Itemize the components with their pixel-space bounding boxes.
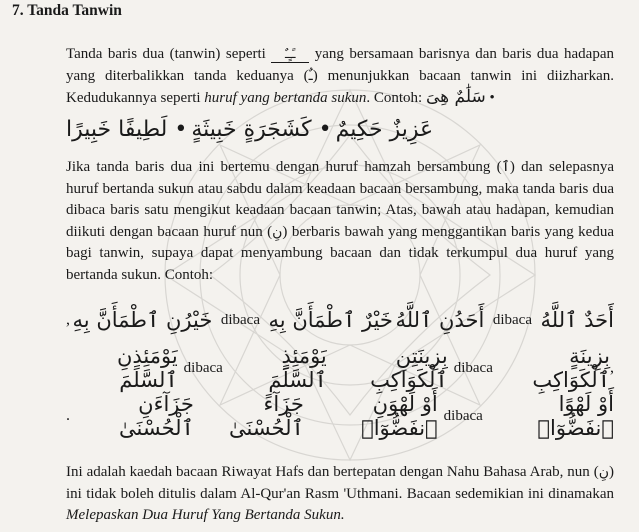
p2-text-1: Jika tanda baris dua ini bertemu dengan huruf hamzah bersambung ( [66, 159, 502, 175]
p1-text-4: . Contoh: [366, 90, 423, 106]
nun-symbol: نِ [598, 464, 609, 480]
p1-text-1: Tanda baris dua (tanwin) seperti [66, 46, 266, 62]
p2-text-3: ) berbaris bawah yang menggantikan baris yang kedua bagi tanwin, supaya dapat menyambung bacaan dan tidak terkumpul dua huruf yang bertanda sukun. Contoh: [66, 223, 614, 283]
example-word: كَشَجَرَةٍ خَبِيثَةٍ [191, 117, 312, 142]
dibaca-label: dibaca [443, 407, 483, 424]
section-heading: 7. Tanda Tanwin [12, 2, 122, 19]
read-as-example: خَيْرُنِ ٱطْمَأَنَّ بِهِ [72, 308, 213, 332]
p1-emphasis: huruf yang bertanda sukun [204, 90, 367, 106]
read-as-example: أَوْ لَهْوَنِ ٱنفَضُّوٓا۟ [361, 392, 438, 440]
original-example: بِزِينَةٍ ٱلْكَوَاكِبِ [532, 344, 610, 392]
example-word: لَطِيفًا خَبِيرًا [66, 117, 168, 142]
read-as-example: أَحَدُنِ ٱللَّهُ [395, 308, 485, 332]
example-word: عَزِيزٌ حَكِيمٌ [335, 117, 434, 142]
p3-text-2: ) ini tidak boleh ditulis dalam Al-Qur'an Rasm 'Uthmani. Bacaan sedemikian ini dinamakan [66, 464, 614, 502]
original-example: خَيْرٌ ٱطْمَأَنَّ بِهِ [268, 308, 393, 332]
read-as-example: بِزِينَتِنِ ٱلْكَوَاكِبِ [370, 344, 448, 392]
p3-text-1: Ini adalah kaedah bacaan Riwayat Hafs dan bertepatan dengan Nahu Bahasa Arab, nun ( [66, 464, 599, 480]
dibaca-label: dibaca [492, 311, 532, 328]
original-example: أَوْ لَهْوًا ٱنفَضُّوٓا۟ [537, 392, 614, 440]
example-row: . جَزَآءَنِ ٱلْحُسْنَىٰ جَزَآءً ٱلْحُسْنَىٰ أَوْ لَهْوَنِ ٱنفَضُّوٓا۟ dibaca أَوْ لَهْوًا ٱنفَضُّوٓا۟ [66, 392, 614, 440]
dibaca-label: dibaca [183, 359, 223, 376]
tanwin-reversed-symbol: ـٌ [308, 67, 313, 84]
p1-text-3: ) menunjukkan bacaan tanwin ini diizharkan. Kedudukannya seperti [66, 67, 615, 106]
p2-text-2: ) dan selepasnya huruf bertanda sukun atau sabdu dalam keadaan bacaan bersambung, maka tanda baris dua dibaca baris satu mengikut keadaan bacaan tanwin; Atas, bawah atau hadapan, kemudian diikuti dengan bacaan huruf nun ( [66, 159, 614, 240]
paragraph-closing-note [66, 462, 614, 527]
example-row: , خَيْرُنِ ٱطْمَأَنَّ بِهِ dibaca خَيْرٌ ٱطْمَأَنَّ بِهِ أَحَدُنِ ٱللَّهُ dibaca أَحَدٌ ٱللَّهُ [66, 308, 614, 332]
dibaca-label: dibaca [453, 359, 493, 376]
original-example: أَحَدٌ ٱللَّهُ [540, 308, 614, 332]
example-row: يَوْمَئِذِنِ ٱلسَّلَمَ dibaca يَوْمَئِذٍ ٱلسَّلَمَ بِزِينَتِنِ ٱلْكَوَاكِبِ dibaca بِزِينَةٍ ٱلْكَوَاكِبِ , [66, 348, 614, 388]
p3-emphasis: Melepaskan Dua Huruf Yang Bertanda Sukun. [66, 507, 345, 523]
example-line-1: عَزِيزٌ حَكِيمٌ • كَشَجَرَةٍ خَبِيثَةٍ • لَطِيفًا خَبِيرًا [66, 117, 434, 142]
read-as-example: يَوْمَئِذِنِ ٱلسَّلَمَ [116, 344, 178, 392]
read-as-example: جَزَآءَنِ ٱلْحُسْنَىٰ [119, 392, 194, 440]
nun-symbol: نِ [272, 223, 283, 240]
example-inline: سَلَٰمٌ هِىَ [425, 87, 486, 107]
dibaca-label: dibaca [220, 311, 260, 328]
paragraph-hamzah-rule [66, 157, 614, 286]
p1-text-2: yang bersamaan barisnya dan baris dua hadapan yang diterbalikkan tanda keduanya ( [66, 46, 614, 84]
original-example: يَوْمَئِذٍ ٱلسَّلَمَ [268, 344, 327, 392]
hamzah-symbol: ٱ [501, 159, 510, 175]
tanwin-symbol: ـًـٍـٌ [271, 46, 309, 63]
paragraph-tanwin-intro: Tanda baris dua (tanwin) seperti ـًـٍـٌ yang bersamaan barisnya dan baris dua hadapan yang diterbalikkan tanda keduanya (ـٌ) menunjukkan bacaan tanwin ini diizharkan. Kedudukannya seperti huruf yang bertanda sukun. Contoh: سَلَٰمٌ هِىَ • [66, 46, 615, 107]
original-example: جَزَآءً ٱلْحُسْنَىٰ [228, 392, 304, 440]
